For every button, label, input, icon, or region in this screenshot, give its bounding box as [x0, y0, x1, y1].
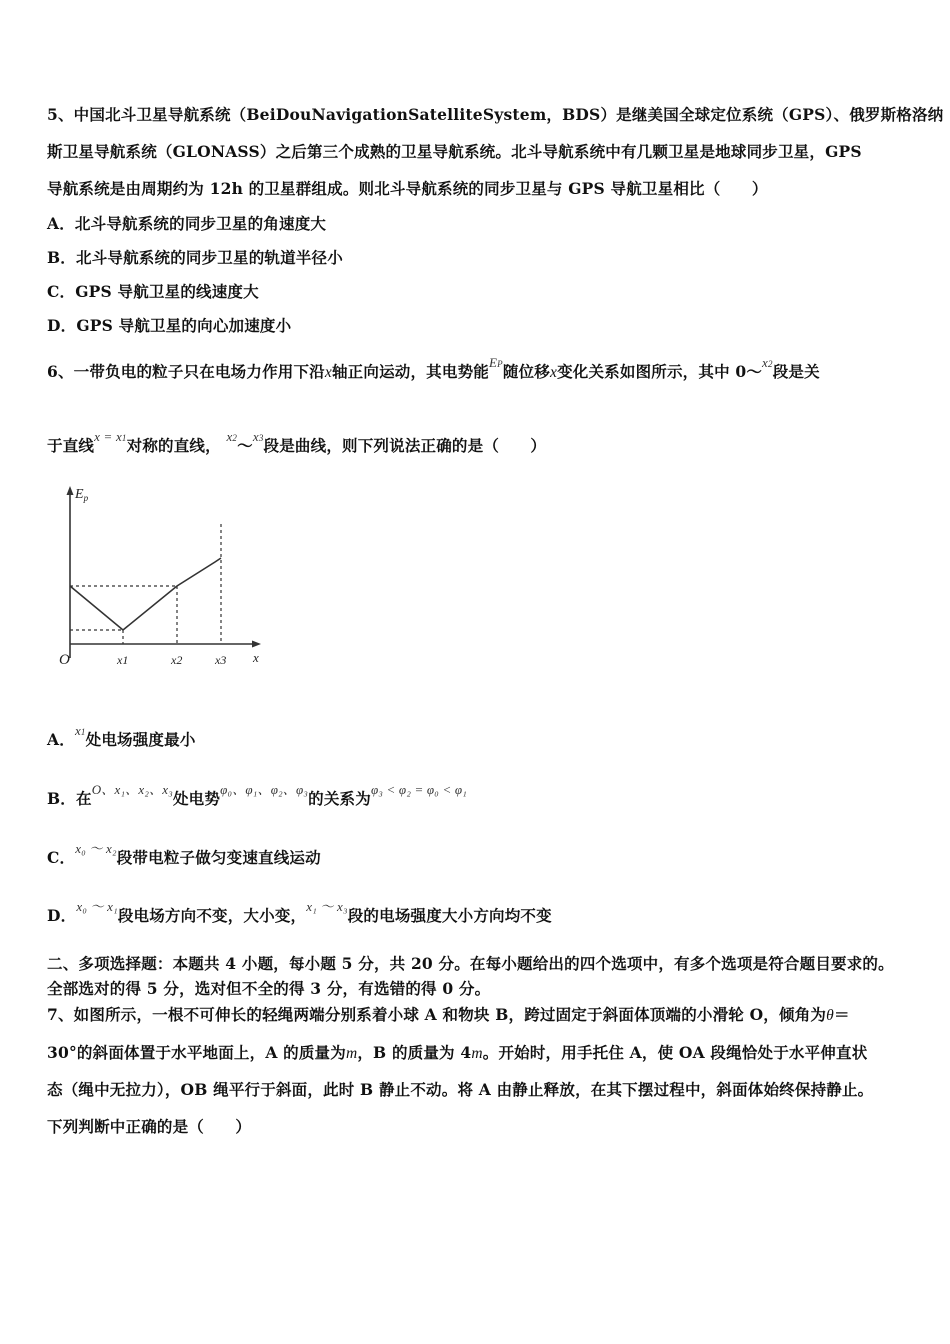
ep-symbol: EP — [489, 355, 503, 370]
x-eq-x1-symbol: x = x1 — [94, 429, 127, 444]
q5-option-b: B．北斗导航系统的同步卫星的轨道半径小 — [47, 248, 343, 267]
q5-stem-line-3: 导航系统是由周期约为 12h 的卫星群组成。则北斗导航系统的同步卫星与 GPS 导航卫星相比（ ） — [47, 179, 768, 198]
q5-stem-line-2: 斯卫星导航系统（GLONASS）之后第三个成熟的卫星导航系统。北斗导航系统中有几颗卫星是地球同步卫星，GPS — [47, 142, 862, 161]
q7-stem-line-2: 30°的斜面体置于水平地面上，A 的质量为m，B 的质量为 4m。开始时，用手托住 A，使 OA 段绳恰处于水平伸直状 — [47, 1043, 868, 1062]
section2-heading: 二、多项选择题：本题共 4 小题，每小题 5 分，共 20 分。在每小题给出的四个选项中，有多个选项是符合题目要求的。 — [47, 954, 894, 973]
q6-option-c: C．$^{x_0 \sim x_2}$段带电粒子做匀变速直线运动 — [47, 841, 321, 867]
q7-stem-line-4: 下列判断中正确的是（ ） — [47, 1117, 252, 1136]
origin-label: O — [59, 652, 70, 668]
q6-option-a: A．$^{x1}$处电场强度最小 — [47, 723, 196, 749]
q6-option-b: B．在$^{O、x_1、x_2、x_3}$处电势$^{\varphi_0、\varphi_1、\varphi_2、\varphi_3}$的关系为$^{\varphi_3 < \varphi_2 = \varphi_0 < \varphi_1}$ — [47, 782, 468, 808]
q6-stem-line-2: 于直线$^{x = x1}$对称的直线， $^{x2}$～$^{x3}$段是曲线，则下列说法正确的是（ ） — [47, 429, 547, 455]
q7-stem-line-1: 7、如图所示，一根不可伸长的轻绳两端分别系着小球 A 和物块 B，跨过固定于斜面体顶端的小滑轮 O，倾角为θ＝ — [47, 1005, 850, 1024]
q6-stem-line-1: 6、一带负电的粒子只在电场力作用下沿x轴正向运动，其电势能$^{EP}$随位移x变化关系如图所示，其中 0～$^{x2}$段是关 — [47, 355, 820, 381]
x3-symbol: x3 — [252, 429, 264, 444]
x2-symbol: x2 — [762, 355, 773, 370]
section2-scoring: 全部选对的得 5 分，选对但不全的得 3 分，有选错的得 0 分。 — [47, 979, 491, 998]
y-axis-arrow — [67, 486, 74, 495]
x-axis-arrow — [252, 641, 261, 648]
ep-vs-x-graph — [55, 480, 270, 680]
q5-option-a: A．北斗导航系统的同步卫星的角速度大 — [47, 214, 327, 233]
tick-x3: x3 — [215, 653, 227, 667]
tick-x1: x1 — [117, 653, 129, 667]
q5-option-d: D．GPS 导航卫星的向心加速度小 — [47, 316, 292, 335]
q5-stem-line-1: 5、中国北斗卫星导航系统（BeiDouNavigationSatelliteSystem，BDS）是继美国全球定位系统（GPS）、俄罗斯格洛纳 — [47, 105, 944, 124]
q5-option-c: C．GPS 导航卫星的线速度大 — [47, 282, 259, 301]
x-axis-label: x — [253, 650, 259, 665]
y-axis-label: $E_p$ — [75, 487, 89, 503]
ep-curve — [70, 558, 221, 630]
q7-stem-line-3: 态（绳中无拉力），OB 绳平行于斜面，此时 B 静止不动。将 A 由静止释放，在其下摆过程中，斜面体始终保持静止。 — [47, 1080, 874, 1099]
q6-option-d: D．$^{x_0 \sim x_1}$段电场方向不变，大小变，$^{x_1 \sim x_3}$段的电场强度大小方向均不变 — [47, 899, 552, 925]
tick-x2: x2 — [171, 653, 183, 667]
x2-symbol: x2 — [226, 429, 238, 444]
